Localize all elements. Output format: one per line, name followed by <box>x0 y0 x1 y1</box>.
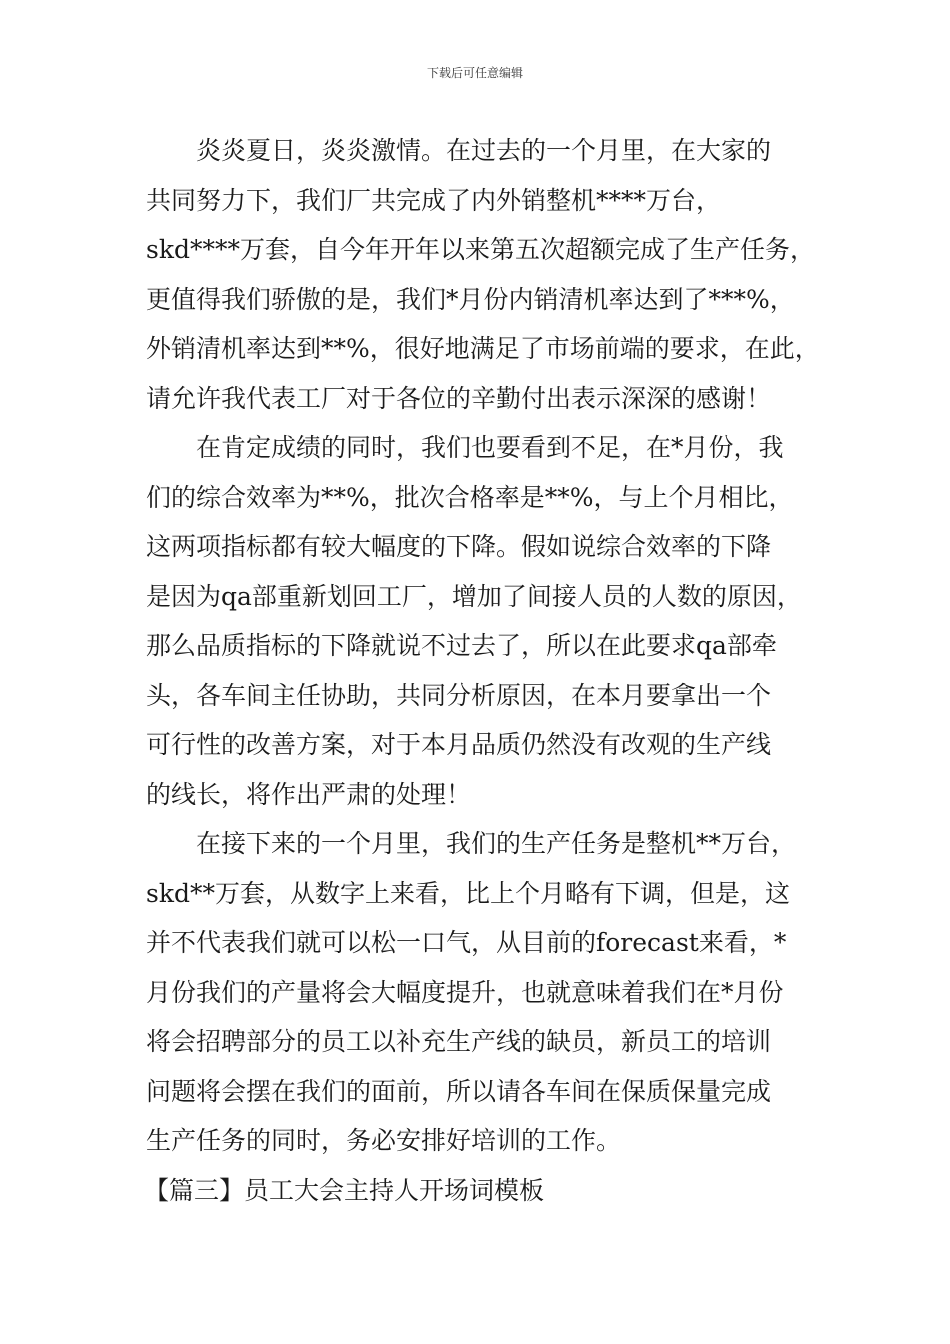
page-header: 下载后可任意编辑 <box>426 66 523 80</box>
paragraph-line: 是因为qa部重新划回工厂，增加了间接人员的人数的原因， <box>146 581 802 611</box>
paragraph-line: 将会招聘部分的员工以补充生产线的缺员，新员工的培训 <box>146 1027 772 1056</box>
paragraph-line: 问题将会摆在我们的面前，所以请各车间在保质保量完成 <box>146 1076 772 1106</box>
paragraph-line: 的线长，将作出严肃的处理！ <box>146 779 472 809</box>
paragraph-line: 更值得我们骄傲的是，我们*月份内销清机率达到了***%， <box>146 284 795 314</box>
paragraph-line: 外销清机率达到**%，很好地满足了市场前端的要求，在此， <box>146 334 820 363</box>
paragraph-2 <box>146 423 828 819</box>
paragraph-line: skd****万套，自今年开年以来第五次超额完成了生产任务， <box>146 235 815 264</box>
paragraph-line: 在肯定成绩的同时，我们也要看到不足，在*月份，我 <box>196 433 784 462</box>
paragraph-line: 生产任务的同时，务必安排好培训的工作。 <box>146 1126 622 1155</box>
section-title: 【篇三】员工大会主持人开场词模板 <box>144 1175 545 1205</box>
paragraph-line: 请允许我代表工厂对于各位的辛勤付出表示深深的感谢！ <box>146 383 772 413</box>
paragraph-line: 可行性的改善方案，对于本月品质仍然没有改观的生产线 <box>146 730 772 759</box>
paragraph-1 <box>146 126 828 423</box>
paragraph-3 <box>146 819 828 1166</box>
paragraph-line: 月份我们的产量将会大幅度提升，也就意味着我们在*月份 <box>146 977 784 1007</box>
paragraph-line: 共同努力下，我们厂共完成了内外销整机****万台， <box>146 185 722 215</box>
paragraph-line: 在接下来的一个月里，我们的生产任务是整机**万台， <box>196 829 797 858</box>
paragraph-line: 那么品质指标的下降就说不过去了，所以在此要求qa部牵 <box>146 631 777 660</box>
paragraph-line: 们的综合效率为**%，批次合格率是**%，与上个月相比， <box>146 482 794 512</box>
paragraph-line: 并不代表我们就可以松一口气，从目前的forecast来看，* <box>146 928 787 957</box>
paragraph-line: 这两项指标都有较大幅度的下降。假如说综合效率的下降 <box>146 532 772 561</box>
paragraph-line: skd**万套，从数字上来看，比上个月略有下调，但是，这 <box>146 878 790 908</box>
paragraph-line: 头，各车间主任协助，共同分析原因，在本月要拿出一个 <box>146 680 772 710</box>
paragraph-line: 炎炎夏日，炎炎激情。在过去的一个月里，在大家的 <box>196 136 772 165</box>
document-body <box>146 126 828 1215</box>
